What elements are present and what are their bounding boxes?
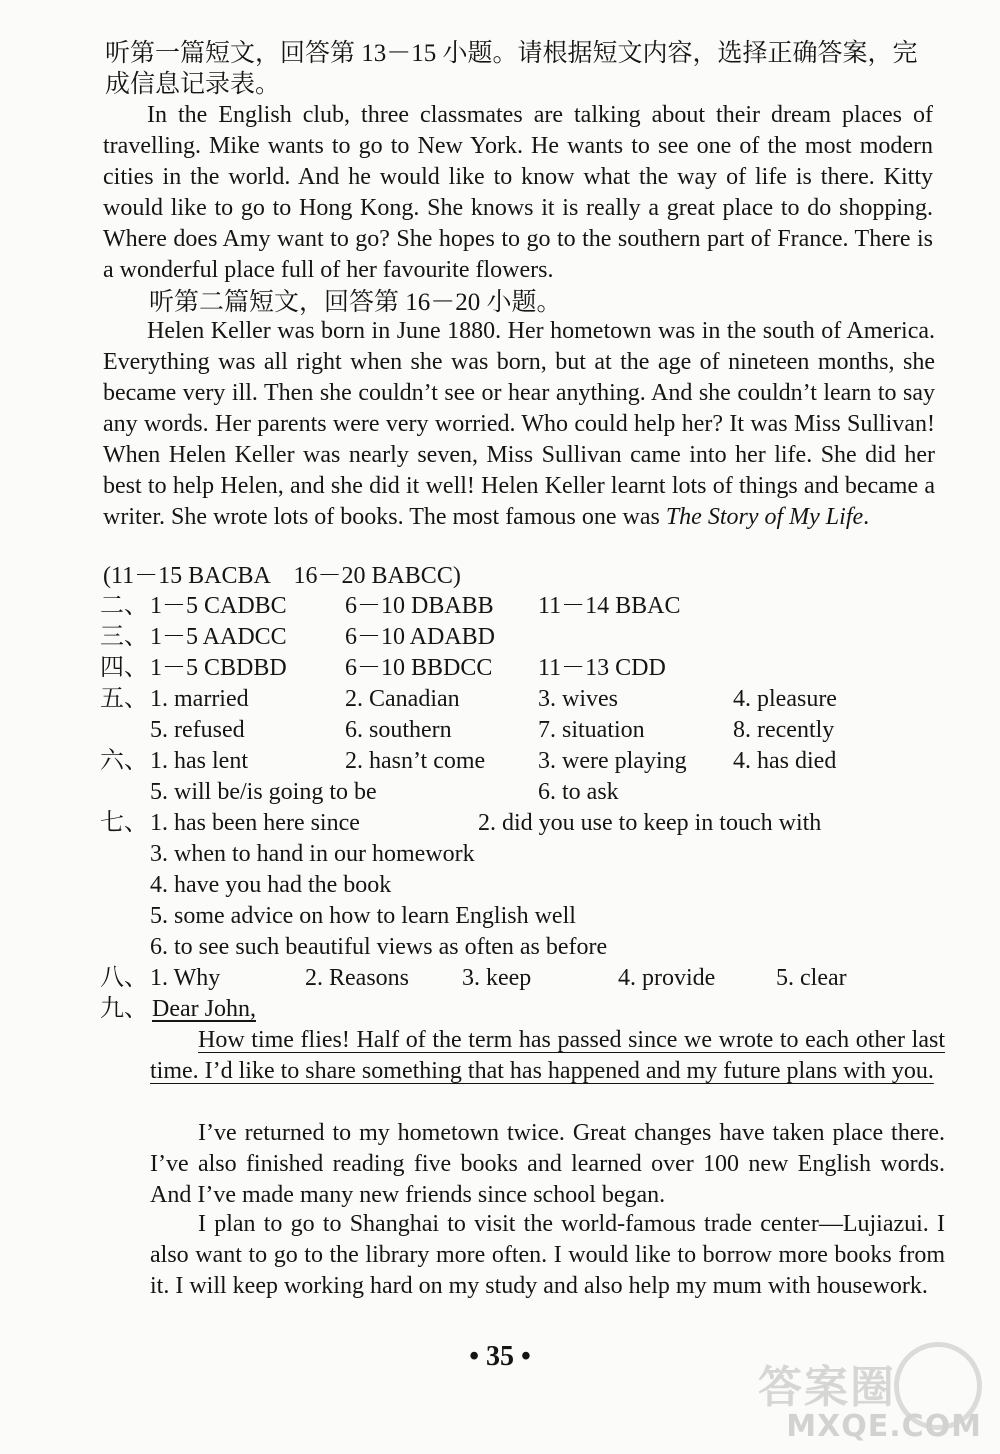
answers-section-eight	[100, 963, 960, 994]
section-three-answer-group: 6－10 ADABD	[345, 624, 496, 650]
section-six-answer: 2. hasn’t come	[345, 748, 486, 774]
letter-paragraph-three: I plan to go to Shanghai to visit the world-famous trade center—Lujiazui. I also want to go to the library more often. I would like to borrow more books from it. I will keep working hard on my study and also help my mum with housework.	[150, 1211, 945, 1299]
section-six-answer: 4. has died	[733, 748, 837, 774]
section-five-answer: 5. refused	[150, 717, 245, 743]
answers-section-seven-item	[100, 870, 960, 901]
section-seven-answer: 4. have you had the book	[150, 872, 392, 898]
section-five-answer: 2. Canadian	[345, 686, 460, 712]
watermark-chinese-text: 答案圈	[758, 1362, 896, 1413]
answers-section-seven-row-one	[100, 808, 960, 839]
answers-section-seven-item	[100, 932, 960, 963]
section-five-label: 五、	[100, 686, 148, 712]
section-four-answer-group: 1－5 CBDBD	[150, 655, 287, 681]
section-five-answer: 7. situation	[538, 717, 645, 743]
listening-answer-key: (11－15 BACBA 16－20 BABCC)	[103, 563, 461, 589]
section-seven-answer: 5. some advice on how to learn English well	[150, 903, 576, 929]
section-two-answer-group: 1－5 CADBC	[150, 593, 287, 619]
section-five-answer: 8. recently	[733, 717, 835, 743]
section-six-answer: 6. to ask	[538, 779, 619, 805]
answers-section-seven-item	[100, 901, 960, 932]
section-eight-answer: 4. provide	[618, 965, 716, 991]
section-nine-label: 九、	[100, 996, 148, 1022]
section-two-answer-group: 11－14 BBAC	[538, 593, 681, 619]
section-seven-answer: 2. did you use to keep in touch with	[478, 810, 822, 836]
letter-salutation: Dear John,	[152, 996, 256, 1022]
section-six-answer: 3. were playing	[538, 748, 687, 774]
section-four-answer-group: 6－10 BBDCC	[345, 655, 493, 681]
section-four-label: 四、	[100, 655, 148, 681]
listening-passage-one-heading: 听第一篇短文，回答第 13－15 小题。请根据短文内容，选择正确答案，完成信息记录表。	[105, 40, 918, 98]
section-five-answer: 1. married	[150, 686, 249, 712]
section-six-answer: 1. has lent	[150, 748, 248, 774]
watermark-url: MXQE.COM	[786, 1409, 982, 1444]
answers-section-five-row-one	[100, 684, 960, 715]
section-three-answer-group: 1－5 AADCC	[150, 624, 287, 650]
letter-introduction: How time flies! Half of the term has passed since we wrote to each other last time. I’d like to share something that has happened and my future plans with you.	[150, 1027, 945, 1084]
passage-two-main-text: Helen Keller was born in June 1880. Her hometown was in the south of America. Everything was all right when she was born, but at the age of nineteen months, she became very ill. Then she couldn’t see or hear anything. And she couldn’t learn to say any words. Her parents were very worried. Who could help her? It was Miss Sullivan! When Helen Keller was nearly seven, Miss Sullivan came into her life. She did her best to help Helen, and she did it well! Helen Keller learnt lots of things and became a writer. She wrote lots of books. The most famous one was	[103, 318, 935, 530]
answers-section-four	[100, 653, 960, 684]
section-two-label: 二、	[100, 593, 148, 619]
section-two-answer-group: 6－10 DBABB	[345, 593, 494, 619]
answers-section-three	[100, 622, 960, 653]
passage-two-end-punctuation: .	[863, 504, 870, 530]
section-eight-label: 八、	[100, 965, 148, 991]
section-eight-answer: 5. clear	[776, 965, 847, 991]
section-five-answer: 4. pleasure	[733, 686, 837, 712]
section-four-answer-group: 11－13 CDD	[538, 655, 666, 681]
section-five-answer: 3. wives	[538, 686, 618, 712]
section-six-answer: 5. will be/is going to be	[150, 779, 377, 805]
section-seven-label: 七、	[100, 810, 148, 836]
answers-section-two	[100, 591, 960, 622]
section-eight-answer: 2. Reasons	[305, 965, 409, 991]
section-seven-answer: 6. to see such beautiful views as often as before	[150, 934, 608, 960]
site-watermark	[732, 1339, 982, 1444]
section-six-label: 六、	[100, 748, 148, 774]
page-number: • 35 •	[469, 1341, 531, 1372]
listening-passage-two-text	[103, 316, 935, 533]
section-eight-answer: 1. Why	[150, 965, 221, 991]
book-title: The Story of My Life	[665, 504, 864, 530]
section-three-label: 三、	[100, 624, 148, 650]
answers-section-six-row-two	[100, 777, 960, 808]
letter-paragraph-two: I’ve returned to my hometown twice. Great changes have taken place there. I’ve also finished reading five books and learned over 100 new English words. And I’ve made many new friends since school began.	[150, 1120, 945, 1208]
section-seven-answer: 1. has been here since	[150, 810, 360, 836]
answers-section-six-row-one	[100, 746, 960, 777]
section-seven-answer: 3. when to hand in our homework	[150, 841, 475, 867]
section-five-answer: 6. southern	[345, 717, 452, 743]
listening-passage-one-text: In the English club, three classmates are talking about their dream places of travelling. Mike wants to go to New York. He wants to see one of the most modern cities in the world. And he would like to know what the way of life is there. Kitty would like to go to Hong Kong. She knows it is really a great place to do shopping. Where does Amy want to go? She hopes to go to the southern part of France. There is a wonderful place full of her favourite flowers.	[103, 102, 933, 283]
listening-passage-two-heading: 听第二篇短文，回答第 16－20 小题。	[149, 289, 562, 316]
answers-section-seven-item	[100, 839, 960, 870]
answers-section-five-row-two	[100, 715, 960, 746]
section-eight-answer: 3. keep	[462, 965, 532, 991]
